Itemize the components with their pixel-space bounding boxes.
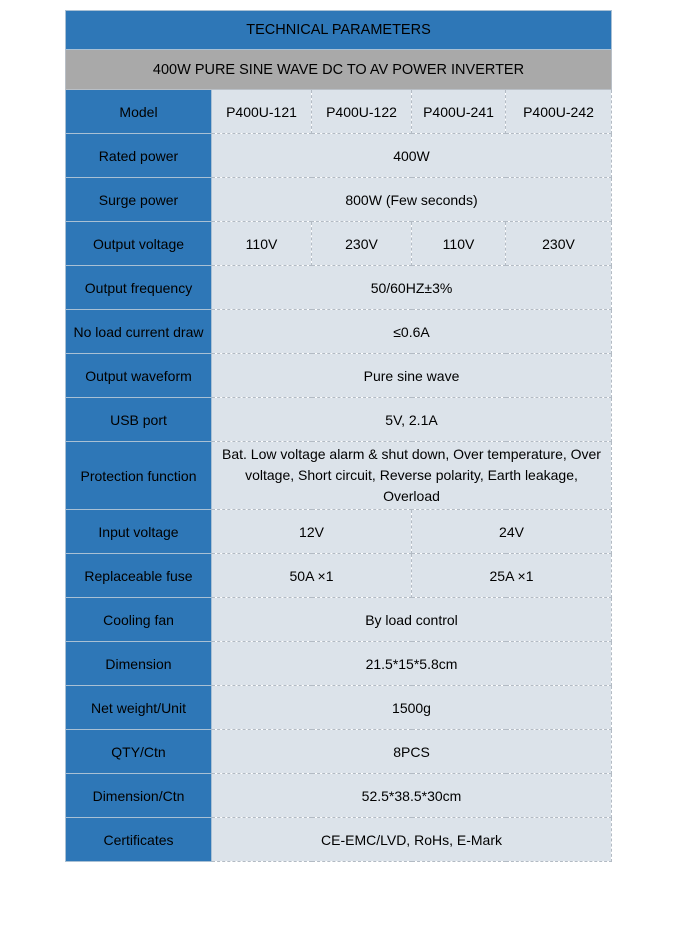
table-row (66, 178, 612, 222)
row-label-output-voltage: Output voltage (66, 222, 212, 266)
row-value: 230V (312, 222, 412, 266)
row-value: Bat. Low voltage alarm & shut down, Over temperature, Over voltage, Short circuit, Reverse polarity, Earth leakage, Overload (212, 442, 612, 510)
row-value: P400U-241 (412, 90, 506, 134)
table-row (66, 11, 612, 50)
row-value: 8PCS (212, 730, 612, 774)
row-value: 12V (212, 510, 412, 554)
row-label-model: Model (66, 90, 212, 134)
table-row (66, 90, 612, 134)
row-value: 24V (412, 510, 612, 554)
row-value: By load control (212, 598, 612, 642)
table-row (66, 50, 612, 90)
row-value: 50A ×1 (212, 554, 412, 598)
table-row (66, 442, 612, 510)
row-value: 110V (212, 222, 312, 266)
table-row (66, 354, 612, 398)
table-row (66, 598, 612, 642)
table-row (66, 310, 612, 354)
row-label-replaceable-fuse: Replaceable fuse (66, 554, 212, 598)
table-row (66, 818, 612, 862)
row-label-output-frequency: Output frequency (66, 266, 212, 310)
row-value: 800W (Few seconds) (212, 178, 612, 222)
row-label-no-load-current-draw: No load current draw (66, 310, 212, 354)
table-row (66, 222, 612, 266)
row-value: 230V (506, 222, 612, 266)
row-value: 110V (412, 222, 506, 266)
row-value: ≤0.6A (212, 310, 612, 354)
row-label-rated-power: Rated power (66, 134, 212, 178)
row-label-net-weight-unit: Net weight/Unit (66, 686, 212, 730)
row-value: P400U-242 (506, 90, 612, 134)
table-row (66, 266, 612, 310)
row-value: Pure sine wave (212, 354, 612, 398)
table-row (66, 134, 612, 178)
row-label-input-voltage: Input voltage (66, 510, 212, 554)
row-label-dimension-ctn: Dimension/Ctn (66, 774, 212, 818)
row-value: 5V, 2.1A (212, 398, 612, 442)
row-label-protection-function: Protection function (66, 442, 212, 510)
row-value: 50/60HZ±3% (212, 266, 612, 310)
row-label-usb-port: USB port (66, 398, 212, 442)
table-row (66, 774, 612, 818)
row-value: CE-EMC/LVD, RoHs, E-Mark (212, 818, 612, 862)
table-row (66, 642, 612, 686)
row-label-output-waveform: Output waveform (66, 354, 212, 398)
row-value: P400U-122 (312, 90, 412, 134)
table-row (66, 686, 612, 730)
row-value: 52.5*38.5*30cm (212, 774, 612, 818)
row-label-qty-ctn: QTY/Ctn (66, 730, 212, 774)
row-value: 400W (212, 134, 612, 178)
row-label-cooling-fan: Cooling fan (66, 598, 212, 642)
row-value: 25A ×1 (412, 554, 612, 598)
row-value: P400U-121 (212, 90, 312, 134)
row-label-dimension: Dimension (66, 642, 212, 686)
row-value: 1500g (212, 686, 612, 730)
table-row (66, 730, 612, 774)
table-subtitle: 400W PURE SINE WAVE DC TO AV POWER INVERTER (66, 50, 612, 90)
table-row (66, 398, 612, 442)
row-label-certificates: Certificates (66, 818, 212, 862)
technical-parameters-table (65, 10, 612, 862)
row-value: 21.5*15*5.8cm (212, 642, 612, 686)
row-label-surge-power: Surge power (66, 178, 212, 222)
table-title: TECHNICAL PARAMETERS (66, 11, 612, 50)
table-row (66, 510, 612, 554)
table-row (66, 554, 612, 598)
